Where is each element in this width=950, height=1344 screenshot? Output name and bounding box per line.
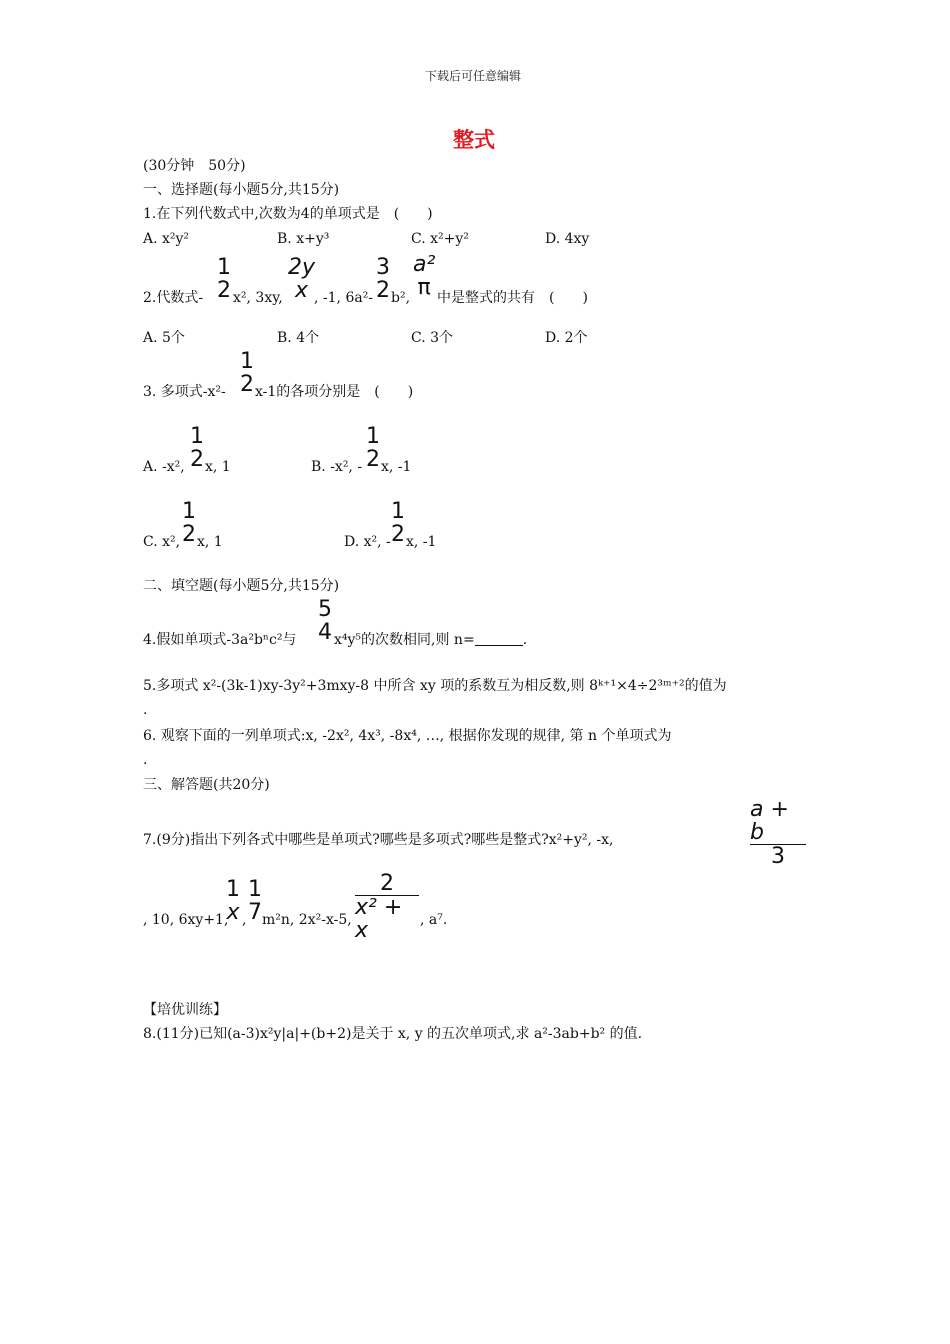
q3-option-a-post: x, 1 xyxy=(205,459,231,475)
q4-answer-blank xyxy=(475,633,523,646)
q2-frac-2yx-num: 2y xyxy=(288,255,316,280)
section-fill-heading: 二、填空题(每小题5分,共15分) xyxy=(143,578,340,594)
header-watermark: 下载后可任意编辑 xyxy=(425,69,522,83)
q7-frac-2x2x-den: x² + x xyxy=(355,895,403,943)
q2-frac-a2pi-num: a² xyxy=(413,252,436,277)
q1-option-d: D. 4xy xyxy=(545,231,590,247)
q4-frac-num: 5 xyxy=(318,597,332,622)
q3-option-c-post: x, 1 xyxy=(197,534,223,550)
q7-frac-ab3 xyxy=(750,798,806,868)
section-choice-heading: 一、选择题(每小题5分,共15分) xyxy=(143,182,340,198)
q3-option-c-frac-num: 1 xyxy=(182,499,196,524)
q3-option-c-frac xyxy=(182,500,196,546)
timing-note: (30分钟 50分) xyxy=(143,158,246,174)
q1-stem: 1.在下列代数式中,次数为4的单项式是 ( ) xyxy=(143,206,433,222)
q1-option-a: A. x²y² xyxy=(143,231,190,247)
q7-line2-b: m²n, 2x²-x-5, xyxy=(262,912,352,928)
q7-frac-ab3-den: 3 xyxy=(771,844,785,869)
q3-option-b-frac xyxy=(366,425,380,471)
q4-frac xyxy=(318,598,332,644)
q7-frac-2x2x xyxy=(355,872,419,942)
q3-suffix: x-1的各项分别是 ( ) xyxy=(255,384,414,400)
q7-frac-17-den: 7 xyxy=(248,900,262,925)
q2-option-d: D. 2个 xyxy=(545,330,588,346)
page-title: 整式 xyxy=(453,128,495,152)
q2-prefix: 2.代数式- xyxy=(143,290,204,306)
q2-frac-a2pi xyxy=(413,253,435,299)
q3-option-a-frac-num: 1 xyxy=(190,424,204,449)
q3-option-b-pre: B. -x², - xyxy=(311,459,363,475)
q3-option-c-pre: C. x², xyxy=(143,534,181,550)
q3-option-d-frac xyxy=(391,500,405,546)
q2-frac-2yx xyxy=(288,256,315,302)
q3-option-b-frac-den: 2 xyxy=(366,447,380,472)
q5-continuation: . xyxy=(143,702,148,718)
q2-frac-32-num: 3 xyxy=(376,255,390,280)
q3-option-d-frac-num: 1 xyxy=(391,499,405,524)
q7-frac-1x-den: x xyxy=(226,900,240,925)
peiyou-heading: 【培优训练】 xyxy=(143,1002,227,1018)
q3-option-b-post: x, -1 xyxy=(381,459,412,475)
q2-option-a: A. 5个 xyxy=(143,330,185,346)
q2-option-b: B. 4个 xyxy=(277,330,320,346)
q3-frac xyxy=(240,350,254,396)
q3-frac-num: 1 xyxy=(240,349,254,374)
q2-frac-a2pi-den: π xyxy=(417,275,431,300)
q3-option-b-frac-num: 1 xyxy=(366,424,380,449)
q2-suffix: 中是整式的共有 ( ) xyxy=(437,290,588,306)
q3-frac-den: 2 xyxy=(240,372,254,397)
q4-frac-den: 4 xyxy=(318,620,332,645)
q7-line2-a: , 10, 6xy+1, xyxy=(143,912,229,928)
q2-frac-half-den: 2 xyxy=(217,278,231,303)
q3-option-d-frac-den: 2 xyxy=(391,522,405,547)
q2-frac-32-den: 2 xyxy=(376,278,390,303)
q2-frac-half xyxy=(217,256,231,302)
q7-frac-17-num: 1 xyxy=(248,877,262,902)
q3-option-a-pre: A. -x², xyxy=(143,459,185,475)
q3-option-d-post: x, -1 xyxy=(406,534,437,550)
q1-option-b: B. x+y³ xyxy=(277,231,330,247)
q3-option-a-frac xyxy=(190,425,204,471)
q1-option-c: C. x²+y² xyxy=(411,231,469,247)
section-solve-heading: 三、解答题(共20分) xyxy=(143,777,270,793)
q4-suffix xyxy=(334,632,527,648)
q7-frac-1x xyxy=(226,878,240,924)
q3-option-a-frac-den: 2 xyxy=(190,447,204,472)
q2-part2: , -1, 6a²- xyxy=(314,290,374,306)
q7-frac-1x-num: 1 xyxy=(226,877,240,902)
q3-option-d-pre: D. x², - xyxy=(344,534,391,550)
q2-frac-2yx-den: x xyxy=(295,278,309,303)
q2-part1: x², 3xy, xyxy=(233,290,283,306)
q7-line2-c: , a⁷. xyxy=(420,912,448,928)
q4-end: . xyxy=(522,632,528,648)
q6-continuation: . xyxy=(143,752,148,768)
q7-frac-ab3-num: a + b xyxy=(750,797,789,845)
q4-suffix-text: x⁴y⁵的次数相同,则 n= xyxy=(334,632,475,648)
q5-text: 5.多项式 x²-(3k-1)xy-3y²+3mxy-8 中所含 xy 项的系数互为相反数,则 8ᵏ⁺¹×4÷2³ᵐ⁺²的值为 xyxy=(143,678,727,694)
q7-text: 7.(9分)指出下列各式中哪些是单项式?哪些是多项式?哪些是整式?x²+y², -x, xyxy=(143,832,614,848)
q7-frac-2x2x-num: 2 xyxy=(380,871,394,896)
q4-prefix: 4.假如单项式-3a²bⁿc²与 xyxy=(143,632,297,648)
q8-text: 8.(11分)已知(a-3)x²y|a|+(b+2)是关于 x, y 的五次单项式,求 a²-3ab+b² 的值. xyxy=(143,1026,643,1042)
q3-option-c-frac-den: 2 xyxy=(182,522,196,547)
q2-option-c: C. 3个 xyxy=(411,330,454,346)
q3-prefix: 3. 多项式-x²- xyxy=(143,384,226,400)
q7-comma: , xyxy=(242,912,247,928)
q2-frac-32 xyxy=(376,256,390,302)
q2-frac-half-num: 1 xyxy=(217,255,231,280)
q7-frac-17 xyxy=(248,878,262,924)
q6-text: 6. 观察下面的一列单项式:x, -2x², 4x³, -8x⁴, …, 根据你发现的规律, 第 n 个单项式为 xyxy=(143,728,672,744)
q2-part3: b², xyxy=(391,290,411,306)
